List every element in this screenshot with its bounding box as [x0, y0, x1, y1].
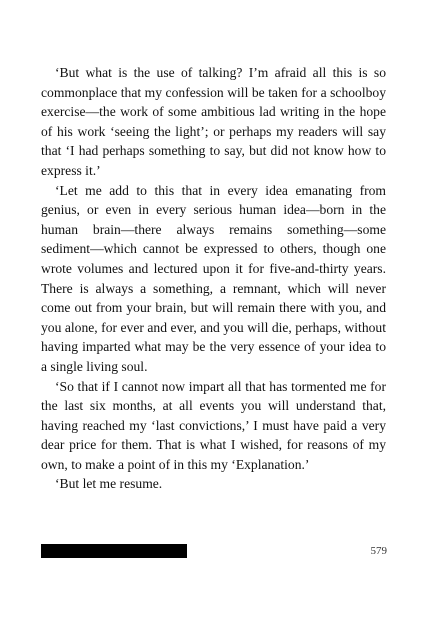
redaction-bar: [41, 544, 187, 558]
paragraph-1: ‘But what is the use of talking? I’m afraid all this is so commonplace that my confession will be taken for a schoolboy exercise—the work of some ambitious lad writing in the hope of his work ‘seeing the light’; or perhaps my readers will say that ‘I had perhaps something to say, but did not know how to express it.’: [41, 65, 386, 178]
paragraph-4: ‘But let me resume.: [55, 476, 163, 492]
paragraph-3: ‘So that if I cannot now impart all that has tormented me for the last six months, at all events you will understand that, having reached my ‘last convictions,’ I must have paid a very dear price for them. That is what I wished, for reasons of my own, to make a point of in this my ‘Explanation.’: [41, 378, 386, 472]
body-text: [41, 63, 386, 494]
page-number: 579: [370, 545, 387, 557]
paragraph-2: ‘Let me add to this that in every idea emanating from genius, or even in every serious human idea—born in the human brain—there always remains something—some sediment—which cannot be expressed to others, though one wrote volumes and lectured upon it for five-and-thirty years. There is always a something, a remnant, which will never come out from your brain, but will remain there with you, and you alone, for ever and ever, and you will die, perhaps, without having imparted what may be the very essence of your idea to a single living soul.: [41, 182, 386, 374]
